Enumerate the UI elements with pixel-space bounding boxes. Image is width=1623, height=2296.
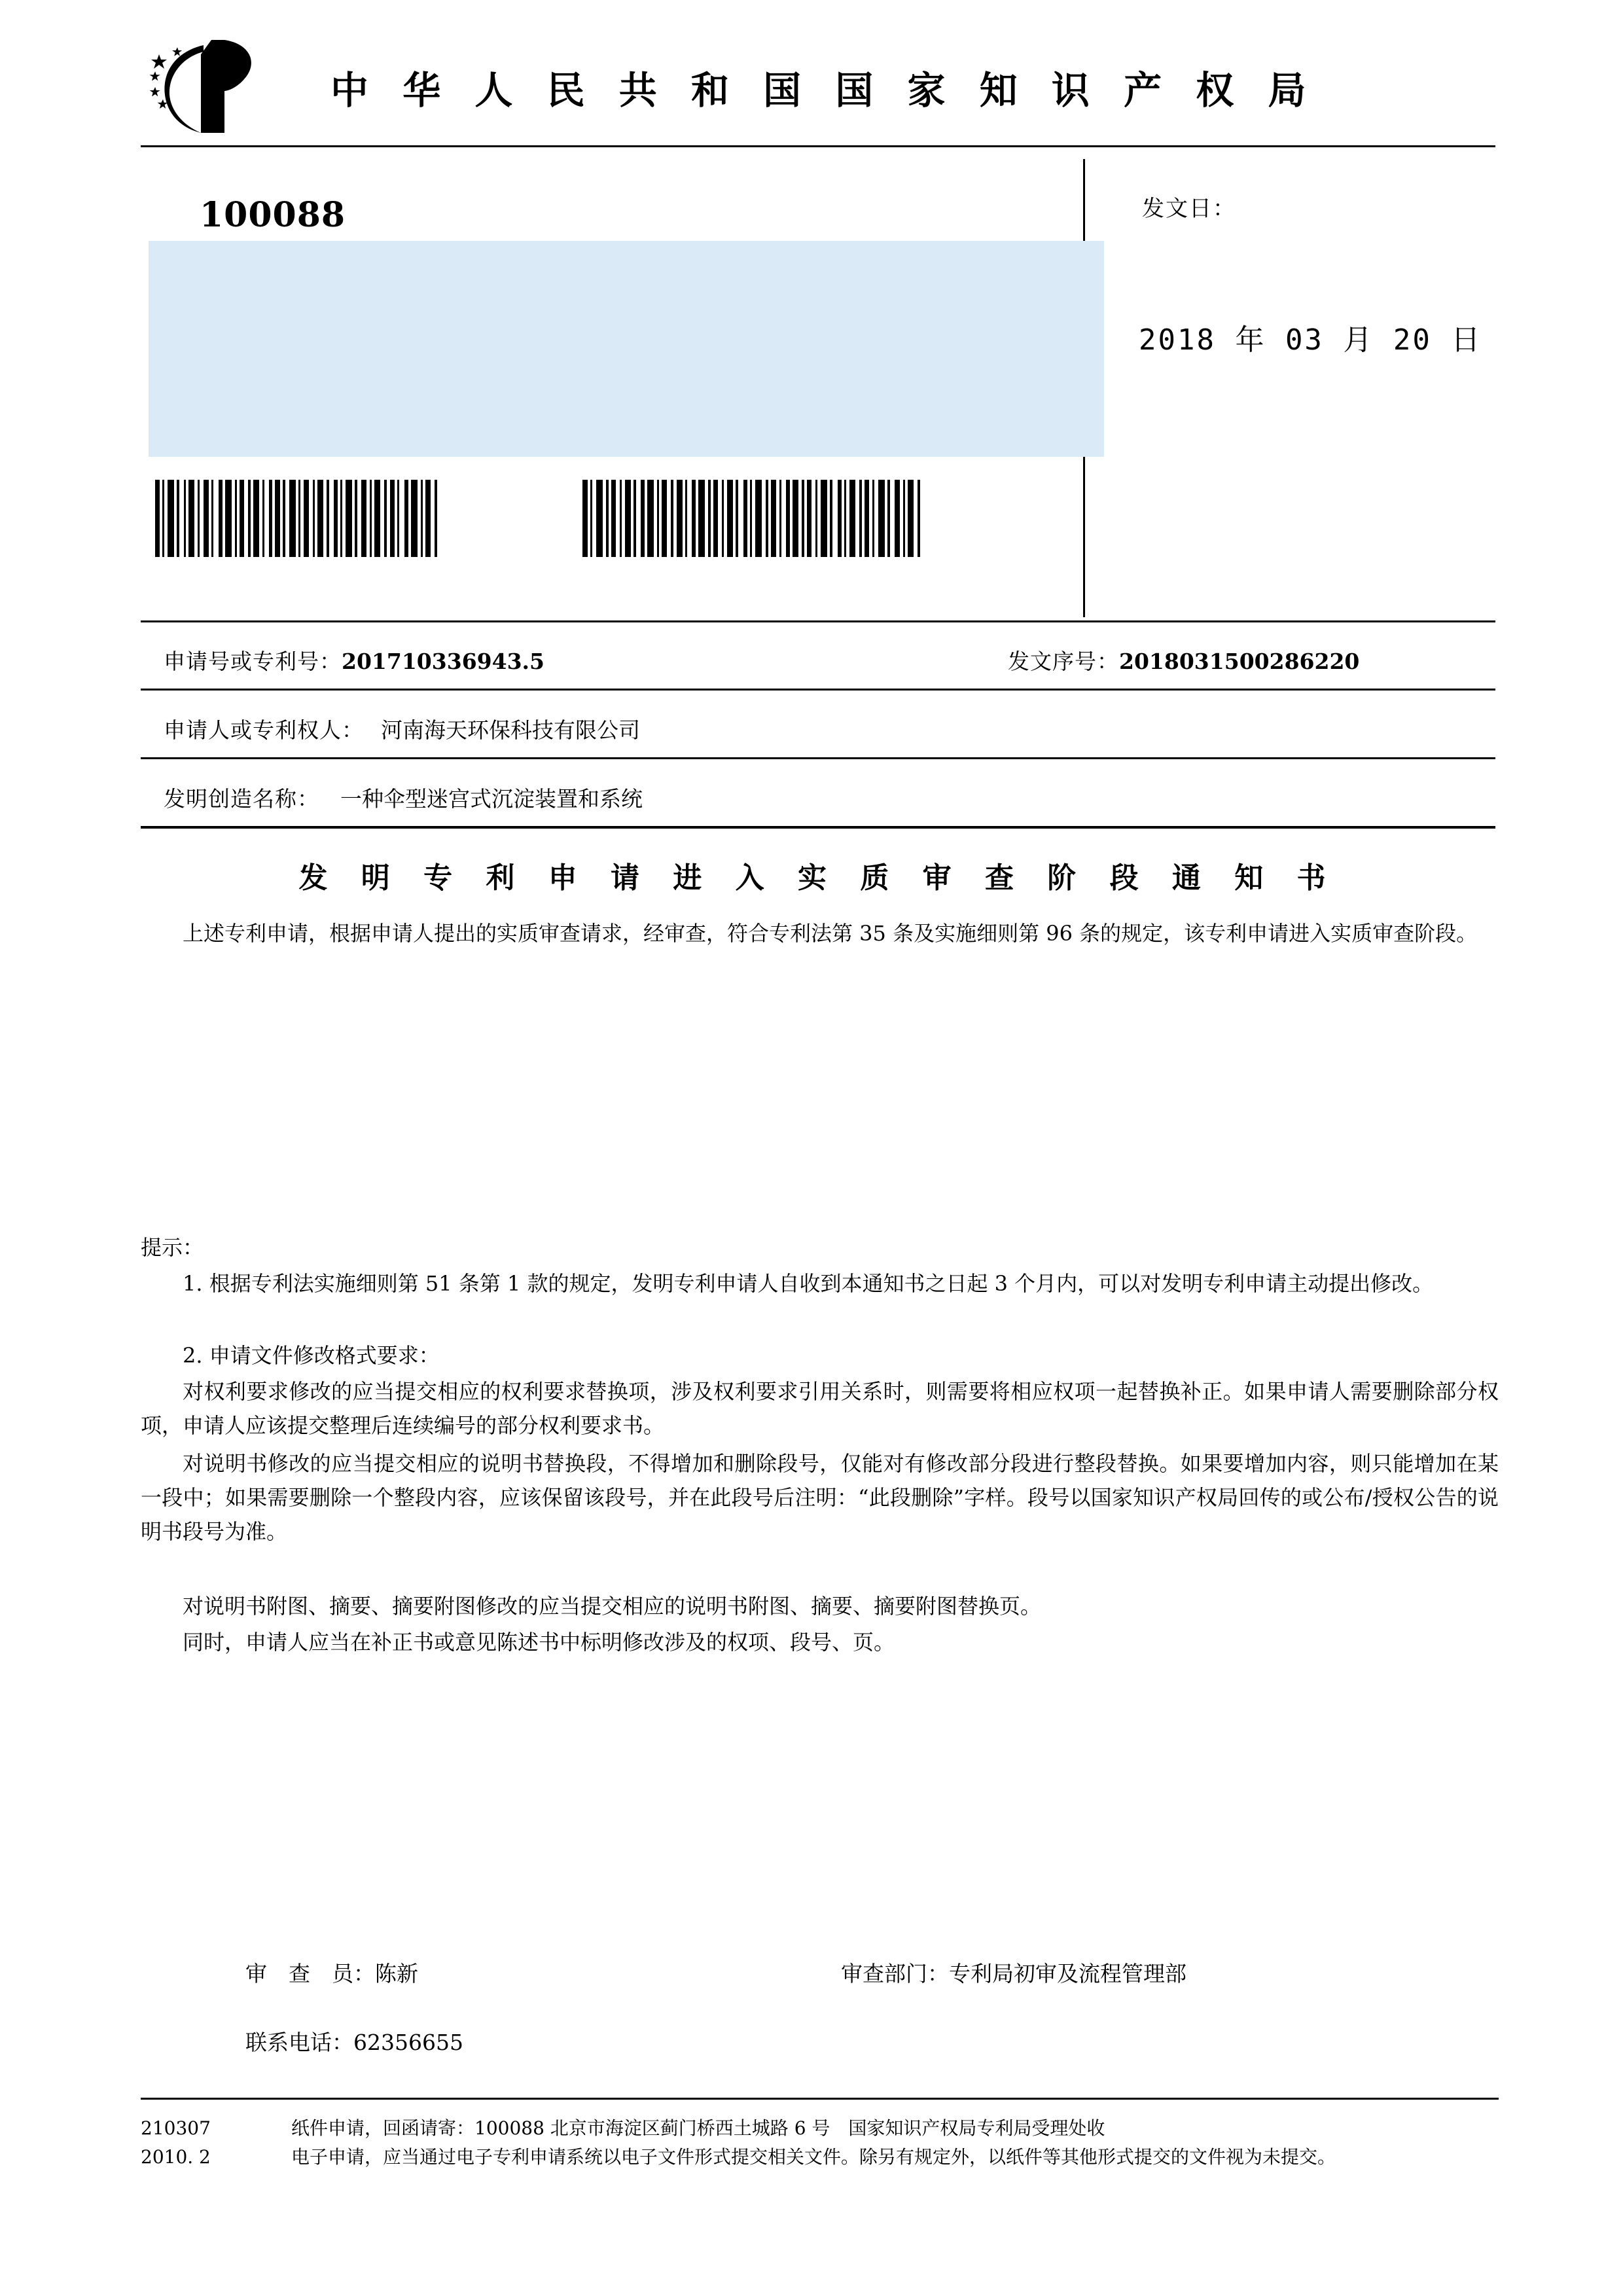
applicant-value: 河南海天环保科技有限公司 [381, 717, 640, 743]
tips-paragraph-claims: 对权利要求修改的应当提交相应的权利要求替换项，涉及权利要求引用关系时，则需要将相应权项一起替换补正。如果申请人需要删除部分权项，申请人应该提交整理后连续编号的部分权利要求书。 [141, 1379, 1499, 1438]
tips-paragraph-marking: 同时，申请人应当在补正书或意见陈述书中标明修改涉及的权项、段号、页。 [183, 1630, 895, 1655]
tips-heading: 提示： [141, 1235, 204, 1260]
tips-item-2: 2. 申请文件修改格式要求： [183, 1343, 440, 1368]
examiner-row [245, 1957, 418, 1988]
tips-paragraph-drawings: 对说明书附图、摘要、摘要附图修改的应当提交相应的说明书附图、摘要、摘要附图替换页。 [183, 1594, 1042, 1619]
header-divider [141, 145, 1495, 147]
examiner-label: 审 查 员： [245, 1961, 375, 1986]
invention-title-label: 发明创造名称： [164, 786, 319, 812]
barcode-document-serial [582, 480, 1080, 557]
footer-code-1: 210307 [141, 2117, 211, 2139]
address-and-date-zone [141, 159, 1495, 622]
phone-label: 联系电话： [245, 2030, 353, 2055]
serial-number-value: 2018031500286220 [1119, 649, 1360, 674]
application-number-label: 申请号或专利号： [164, 649, 342, 674]
cnipa-emblem-icon [141, 35, 265, 139]
notice-title: 发 明 专 利 申 请 进 入 实 质 审 查 阶 段 通 知 书 [298, 861, 1338, 895]
application-number-value: 201710336943.5 [342, 649, 544, 674]
department-row [841, 1957, 1186, 1988]
zip-code: 100088 [200, 195, 346, 235]
applicant-label: 申请人或专利权人： [164, 717, 364, 743]
serial-number-label: 发文序号： [1008, 649, 1119, 674]
department-label: 审查部门： [841, 1961, 949, 1986]
footer-code-2: 2010. 2 [141, 2146, 211, 2168]
barcode-application-number [155, 480, 574, 557]
field-row-application-number [141, 645, 1495, 692]
top-zone-bottom-divider [141, 620, 1495, 622]
footer-note-block [291, 2114, 1499, 2172]
department-value: 专利局初审及流程管理部 [949, 1961, 1186, 1986]
phone-value: 62356655 [353, 2030, 463, 2055]
organization-title: 中 华 人 民 共 和 国 国 家 知 识 产 权 局 [330, 67, 1317, 113]
footer-divider [141, 2098, 1499, 2100]
field-divider-3 [141, 826, 1495, 829]
footer-note-paper: 纸件申请，回函请寄：100088 北京市海淀区蓟门桥西土城路 6 号 国家知识产权局专利局受理处收 [291, 2117, 1105, 2139]
issue-date-label: 发文日： [1142, 196, 1236, 222]
tips-item-1: 1. 根据专利法实施细则第 51 条第 1 款的规定，发明专利申请人自收到本通知书之日起 3 个月内，可以对发明专利申请主动提出修改。 [183, 1271, 1434, 1296]
examiner-value: 陈新 [375, 1961, 418, 1986]
field-row-applicant [141, 713, 1495, 761]
issue-date-value: 2018 年 03 月 20 日 [1139, 323, 1482, 357]
invention-title-value: 一种伞型迷宫式沉淀装置和系统 [340, 786, 643, 812]
footer-form-codes [141, 2114, 272, 2172]
phone-row [245, 2026, 463, 2056]
notice-paragraph-1: 上述专利申请，根据申请人提出的实质审查请求，经审查，符合专利法第 35 条及实施细则第 96 条的规定，该专利申请进入实质审查阶段。 [183, 921, 1478, 946]
tips-paragraph-description: 对说明书修改的应当提交相应的说明书替换段，不得增加和删除段号，仅能对有修改部分段进行整段替换。如果要增加内容，则只能增加在某一段中；如果需要删除一个整段内容，应该保留该段号，并在此段号后注明：“此段删除”字样。段号以国家知识产权局回传的或公布/授权公告的说明书段号为准。 [141, 1451, 1499, 1544]
document-header [141, 29, 1495, 144]
field-row-invention-title [141, 782, 1495, 829]
field-divider-2 [141, 757, 1495, 759]
footer-note-electronic: 电子申请，应当通过电子专利申请系统以电子文件形式提交相关文件。除另有规定外，以纸件等其他形式提交的文件视为未提交。 [291, 2146, 1336, 2168]
address-redaction-block [149, 241, 1104, 457]
field-divider-1 [141, 689, 1495, 691]
